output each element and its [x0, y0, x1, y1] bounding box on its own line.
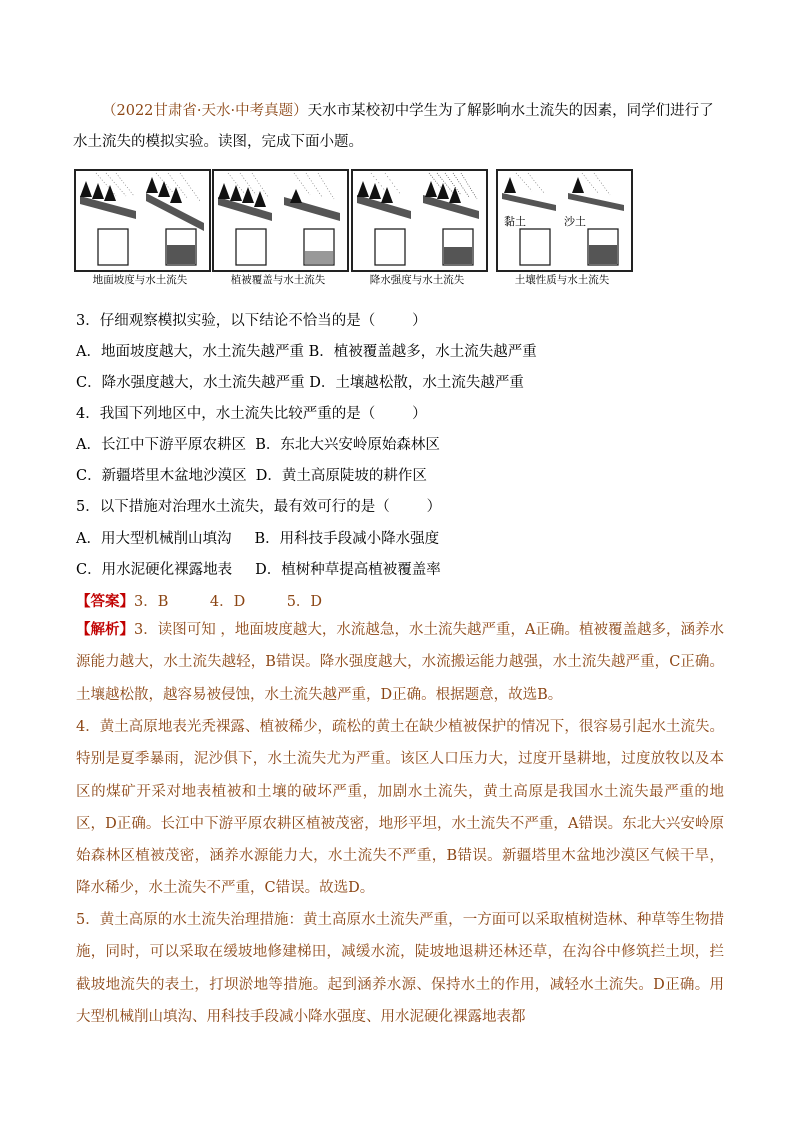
answer-text: 3．B 4．D 5．D — [134, 594, 323, 610]
panel-vegetation — [212, 169, 349, 272]
question-3-option-ab: A．地面坡度越大，水土流失越严重 B．植被覆盖越多，水土流失越严重 — [76, 344, 537, 360]
experiment-figure — [74, 169, 726, 291]
panel-soil — [496, 169, 633, 272]
sand-label: 沙土 — [564, 215, 586, 228]
question-5-option-cd: C．用水泥硬化裸露地表 D．植树种草提高植被覆盖率 — [76, 562, 441, 578]
question-3-option-cd: C．降水强度越大，水土流失越严重 D．土壤越松散，水土流失越严重 — [76, 375, 524, 391]
caption-soil: 土壤性质与水土流失 — [514, 274, 610, 286]
answer-tag: 【答案】 — [76, 593, 134, 610]
explanation-q5: 5．黄土高原的水土流失治理措施：黄土高原水土流失严重，一方面可以采取植树造林、种草等生物措施，同时，可以采取在缓坡地修建梯田，减缓水流，陡坡地退耕还林还草，在沟谷中修筑拦土坝，拦截坡地流失的表土，打坝淤地等措施。起到涵养水源、保持水土的作用，减轻水土流失。D正确。用大型机械削山填沟、用科技手段减小降水强度、用水泥硬化裸露地表都 — [76, 912, 724, 1025]
question-5-option-ab: A．用大型机械削山填沟 B．用科技手段减小降水强度 — [76, 531, 440, 547]
question-4-option-ab: A．长江中下游平原农耕区 B．东北大兴安岭原始森林区 — [76, 437, 440, 453]
question-5-stem: 5．以下措施对治理水土流失，最有效可行的是（ ） — [76, 499, 442, 515]
intro-text: 天水市某校初中学生为了解影响水土流失的因素，同学们进行了水土流失的模拟实验。读图，完成下面小题。 — [73, 103, 714, 150]
panel-slope — [74, 169, 211, 272]
answer-line — [76, 590, 322, 611]
explanation-q3 — [76, 614, 724, 711]
soil-experiment-illustration — [498, 171, 631, 270]
question-4-stem: 4．我国下列地区中，水土流失比较严重的是（ ） — [76, 406, 427, 422]
rainfall-experiment-illustration — [353, 171, 486, 270]
explanation-q3-text: 3．读图可知 ，地面坡度越大，水流越急，水土流失越严重，A正确。植被覆盖越多，涵养水源能力越大，水土流失越轻，B错误。降水强度越大，水流搬运能力越强，水土流失越严重，C正确。土壤越松散，越容易被侵蚀，水土流失越严重，D正确。根据题意，故选B。 — [76, 622, 725, 703]
caption-vegetation: 植被覆盖与水土流失 — [230, 274, 326, 286]
question-3-stem: 3．仔细观察模拟实验，以下结论不恰当的是（ ） — [76, 313, 427, 329]
panel-rainfall — [351, 169, 488, 272]
slope-experiment-illustration — [76, 171, 209, 270]
vegetation-experiment-illustration — [214, 171, 347, 270]
caption-slope: 地面坡度与水土流失 — [92, 274, 188, 286]
clay-label: 黏土 — [504, 215, 526, 228]
explanation-q4: 4．黄土高原地表光秃裸露、植被稀少，疏松的黄土在缺少植被保护的情况下，很容易引起水土流失。特别是夏季暴雨，泥沙俱下，水土流失尤为严重。该区人口压力大，过度开垦耕地，过度放牧以及本区的煤矿开采对地表植被和土壤的破坏严重，加剧水土流失，黄土高原是我国水土流失最严重的地区，D正确。长江中下游平原农耕区植被茂密，地形平坦，水土流失不严重，A错误。东北大兴安岭原始森林区植被茂密，涵养水源能力大，水土流失不严重，B错误。新疆塔里木盆地沙漠区气候干旱，降水稀少，水土流失不严重，C错误。故选D。 — [76, 719, 724, 897]
explanation-tag: 【解析】 — [76, 621, 135, 638]
question-4-option-cd: C．新疆塔里木盆地沙漠区 D．黄土高原陡坡的耕作区 — [76, 468, 427, 484]
caption-rainfall: 降水强度与水土流失 — [369, 274, 465, 286]
question-intro — [73, 96, 723, 158]
question-source: （2022甘肃省·天水·中考真题） — [102, 103, 308, 119]
